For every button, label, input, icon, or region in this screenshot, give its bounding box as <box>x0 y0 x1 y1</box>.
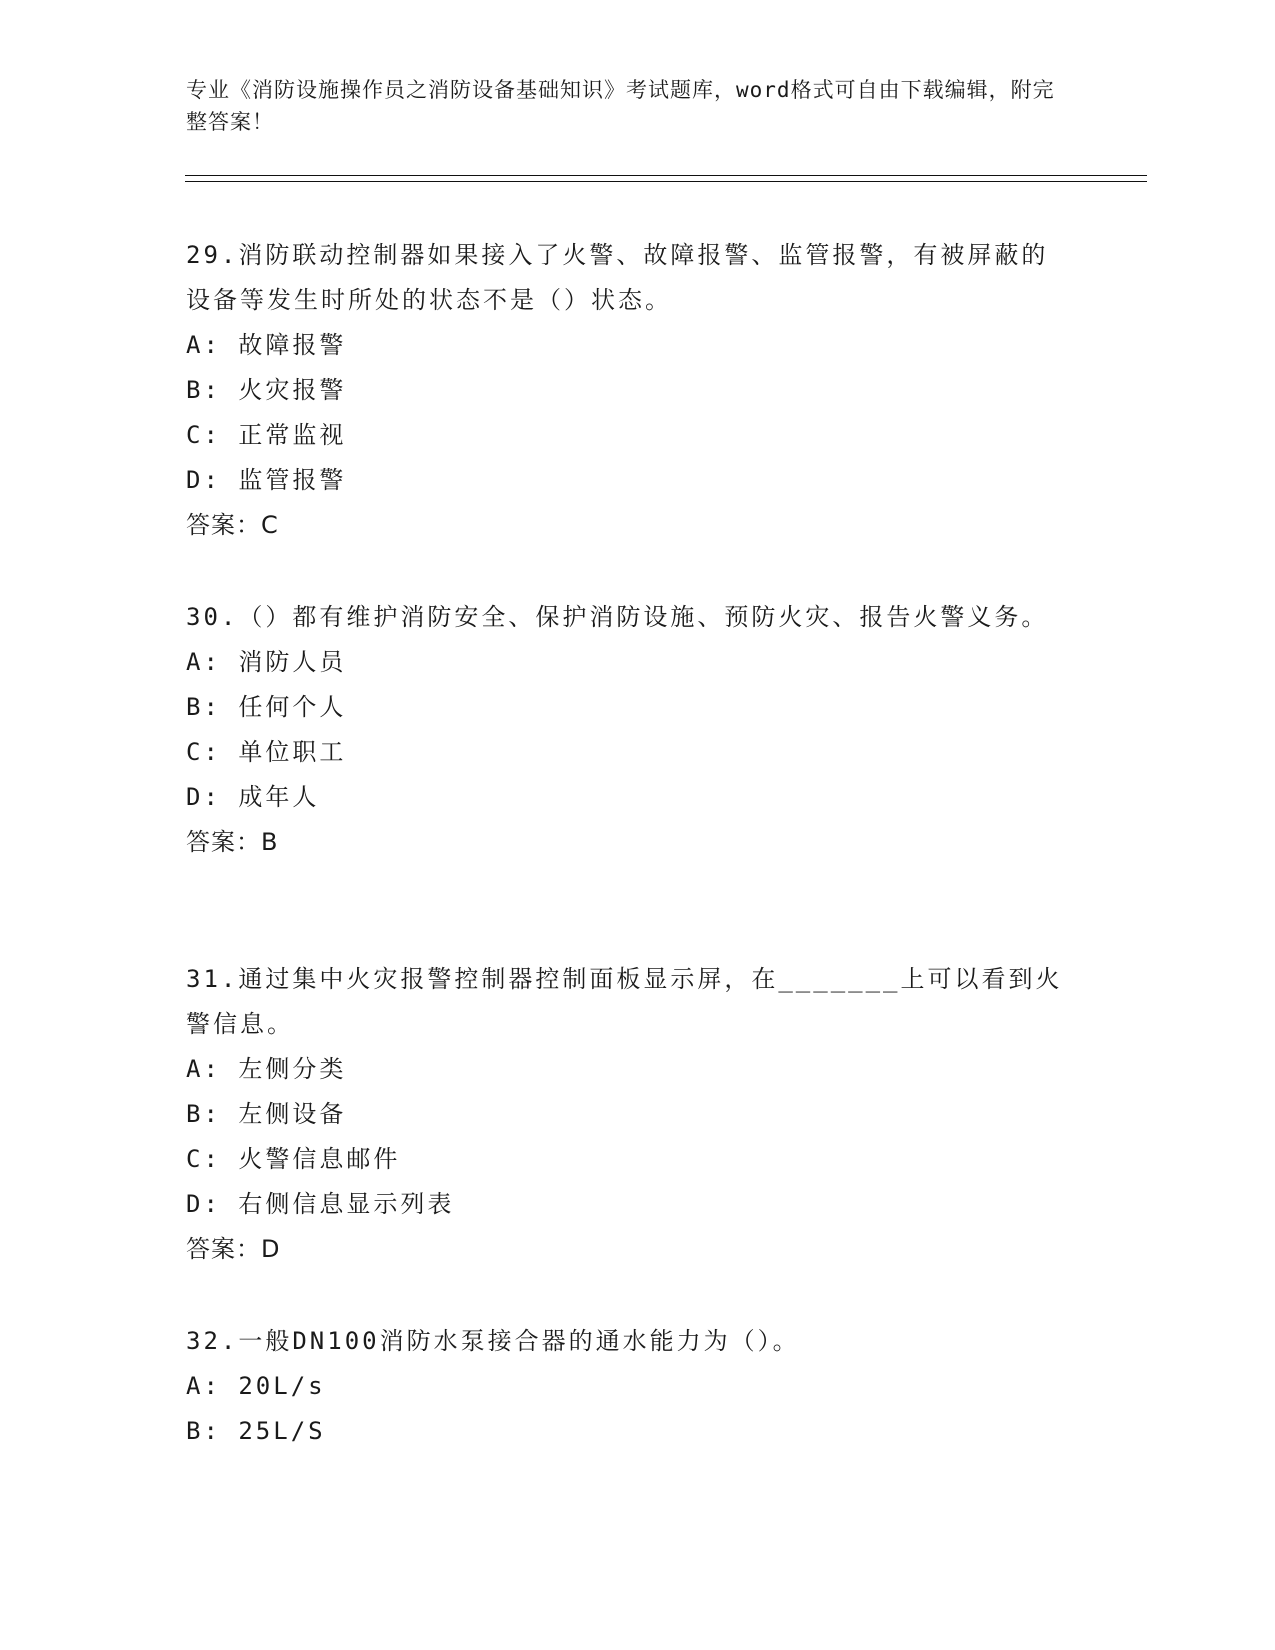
option-c: C: 单位职工 <box>186 738 347 766</box>
option-b: B: 左侧设备 <box>186 1100 347 1128</box>
answer: 答案：D <box>186 1235 281 1263</box>
question-30 <box>186 595 1066 865</box>
question-29 <box>186 233 1066 548</box>
option-b: B: 25L/S <box>186 1417 326 1445</box>
question-stem: 31.通过集中火灾报警控制器控制面板显示屏，在_______上可以看到火警信息。 <box>186 965 1063 1038</box>
option-b: B: 火灾报警 <box>186 376 347 404</box>
option-d: D: 右侧信息显示列表 <box>186 1190 455 1218</box>
header-divider-bottom <box>185 181 1147 182</box>
question-32 <box>186 1319 1066 1454</box>
option-a: A: 左侧分类 <box>186 1055 347 1083</box>
option-a: A: 故障报警 <box>186 331 347 359</box>
question-stem: 32.一般DN100消防水泵接合器的通水能力为（）。 <box>186 1327 800 1355</box>
answer: 答案：B <box>186 828 279 856</box>
answer: 答案：C <box>186 511 279 539</box>
option-a: A: 20L/s <box>186 1372 326 1400</box>
option-d: D: 成年人 <box>186 783 320 811</box>
header-divider-top <box>185 175 1147 176</box>
question-31 <box>186 957 1066 1272</box>
question-stem: 30.（）都有维护消防安全、保护消防设施、预防火灾、报告火警义务。 <box>186 603 1049 631</box>
document-header: 专业《消防设施操作员之消防设备基础知识》考试题库，word格式可自由下载编辑，附完整答案！ <box>186 78 1055 134</box>
question-stem: 29.消防联动控制器如果接入了火警、故障报警、监管报警，有被屏蔽的设备等发生时所处的状态不是（）状态。 <box>186 241 1049 314</box>
option-a: A: 消防人员 <box>186 648 347 676</box>
option-c: C: 火警信息邮件 <box>186 1145 401 1173</box>
option-c: C: 正常监视 <box>186 421 347 449</box>
option-d: D: 监管报警 <box>186 466 347 494</box>
option-b: B: 任何个人 <box>186 693 347 721</box>
